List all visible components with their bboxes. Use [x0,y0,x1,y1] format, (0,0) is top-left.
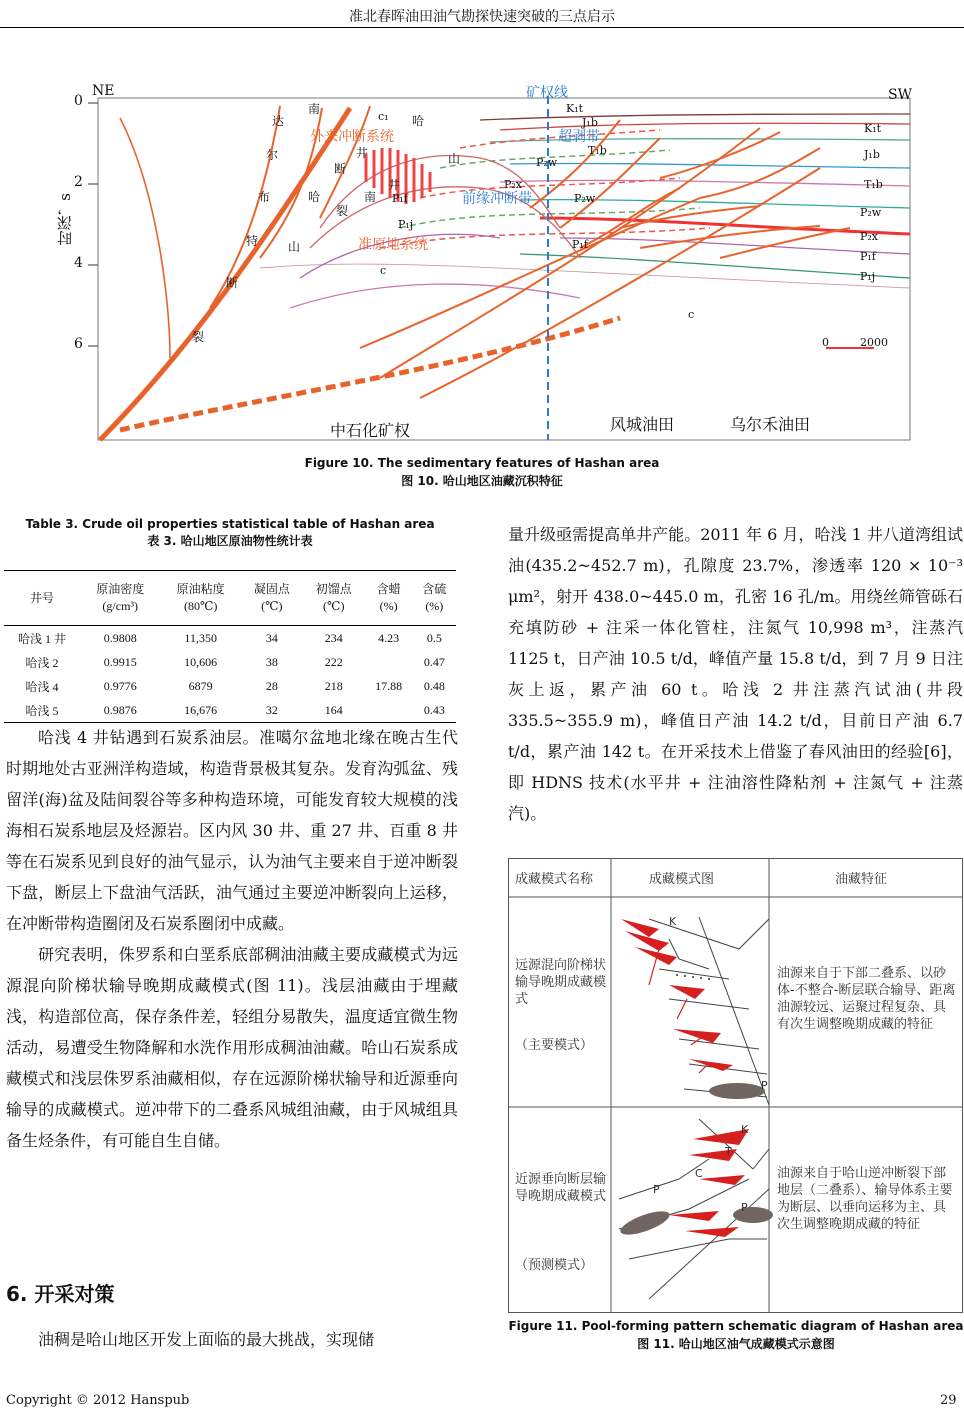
ne-label: NE [92,83,115,99]
j1b-label-b: J₁b [864,148,880,161]
table-header-row [4,571,456,626]
table-3 [4,570,456,723]
p1j-label-b: P₁j [860,270,876,283]
fault-hn-4: 断 [334,162,347,176]
cell: 哈浅 1 井 [17,631,66,646]
cell: 0.48 [423,678,445,693]
k1t-label-b: K₁t [864,122,882,135]
th-wax: 含蜡 (%) [376,582,401,613]
fault-label-3: 布 [258,190,271,204]
paragraph: 研究表明，侏罗系和白垩系底部稠油油藏主要成藏模式为远源混向阶梯状输导晚期成藏模式(图 11)。浅层油藏由于埋藏浅，构造部位高，保存条件差，轻组分易散失，温度适宜微生物活动，易遭受生物降解和水洗作用形成稠油油藏。哈山石炭系成藏模式和浅层侏罗系油藏相似，存在远源阶梯状输导和近源垂向输导的成藏模式。逆冲带下的二叠系风城组油藏，由于风城组具备生烃条件，有可能自生自储。 [6,945,458,1150]
f11-col-name: 成藏模式名称 [515,872,594,887]
p2w-label-c: P₂w [860,206,882,219]
left-column-tail [6,1324,458,1355]
scale-2000: 2000 [860,336,888,349]
fault-hn-2: 山 [448,152,461,166]
table-3-caption-en: Table 3. Crude oil properties statistical table of Hashan area [25,517,435,531]
fault-hs-5: 南 [308,102,321,116]
fault-hn-1: 哈 [412,114,425,128]
fault-label-6: 裂 [192,330,205,344]
table-row [4,650,456,674]
f11-row2-p1: P [653,1183,660,1196]
cell: 6879 [188,678,213,693]
table-row [4,626,456,651]
p1f-label-c: P₁f [860,250,876,263]
y-tick-6: 6 [74,336,83,352]
cell: 164 [324,702,343,717]
cell: 0.43 [423,702,445,717]
t1b-label-a: T₁b [588,144,607,157]
sw-label: SW [888,87,912,103]
cell: 32 [265,702,278,717]
p1j-label-a: P₁j [398,218,414,231]
f11-col-feature: 油藏特征 [835,872,888,887]
fault-hs-3: 井 [356,146,369,160]
c-label-b: c [688,308,695,321]
fault-hs-4: 井 [388,178,401,192]
figure-11-table [508,858,963,1313]
f11-row2-note: （预测模式） [515,1258,594,1273]
th-viscosity: 原油粘度 (80℃) [176,582,225,613]
figure-11-caption-cn: 图 11. 哈山地区油气成藏模式示意图 [637,1337,835,1351]
cell: 哈浅 5 [25,703,59,718]
cell: 0.5 [426,630,442,645]
fault-label-2: 尔 [266,148,279,162]
section-title: 6. 开采对策 [6,1282,115,1306]
cell: 0.47 [423,654,445,669]
y-tick-0: 0 [74,93,83,109]
y-tick-4: 4 [74,255,83,271]
f11-row2-name: 近源垂向断层输导晚期成藏模式 [515,1172,607,1204]
c1-label: c₁ [378,110,389,123]
label-wuerhe: 乌尔禾油田 [730,415,811,434]
label-fengcheng: 风城油田 [610,415,675,434]
cell: 28 [265,678,278,693]
fault-hn-5: 裂 [336,204,349,218]
f11-row1-k: K [669,915,677,928]
cell: 0.9876 [103,702,137,717]
cell: 10,606 [184,654,218,669]
f11-row1-feature: 油源来自于下部二叠系、以砂体-不整合-断层联合输导、距离油源较远、运聚过程复杂、具有次生调整晚期成藏的特征 [777,966,956,1032]
th-density: 原油密度 (g/cm³) [96,582,145,613]
fault-label-4: 特 [246,234,259,248]
scale-0: 0 [822,336,829,349]
label-zsh-rights: 中石化矿权 [330,421,411,440]
cell: 17.88 [375,678,403,693]
cell: 38 [265,654,278,669]
table-row [4,698,456,723]
th-initial-boil: 初馏点 (℃) [315,582,352,613]
th-sulfur: 含硫 (%) [422,582,447,613]
f11-row2-c: C [695,1167,703,1180]
running-header: 准北春晖油田油气勘探快速突破的三点启示 [349,9,615,25]
f11-row1-note: （主要模式） [515,1038,594,1053]
figure-11-caption-en: Figure 11. Pool-forming pattern schematic diagram of Hashan area [508,1319,964,1333]
fault-label-1: 达 [272,114,285,128]
f11-row2-k: K [741,1123,749,1136]
cell: 11,350 [184,630,217,645]
p1f-label-a: P₁f [392,192,408,205]
cell: 0.9808 [103,630,137,645]
paragraph: 油稠是哈山地区开发上面临的最大挑战，实现储 [38,1330,375,1349]
table-3-caption-cn: 表 3. 哈山地区原油物性统计表 [147,534,313,548]
right-column-text [508,519,963,829]
cell: 16,676 [184,702,218,717]
left-column-text [6,722,458,1156]
cell: 哈浅 2 [25,655,59,670]
cell: 0.9776 [103,678,137,693]
fault-label-5: 断 [226,276,239,290]
f11-row2-t: T [725,1145,732,1158]
peel-zone-label: 超剥带 [558,129,600,145]
cell [365,698,413,723]
header-rule [0,27,964,28]
mining-line-label: 矿权线 [526,85,568,101]
table-row [4,674,456,698]
p2w-label-b: P₂w [574,192,596,205]
f11-row2-feature: 油源来自于哈山逆冲断裂下部地层（二叠系）、输导体系主要为断层、以垂向运移为主、具次生调整晚期成藏的特征 [777,1166,953,1232]
fault-hn-3: 南 [364,190,377,204]
footer-copyright: Copyright © 2012 Hanspub [6,1393,190,1408]
p1f-label-b: P₁f [572,238,588,251]
f11-col-diagram: 成藏模式图 [649,872,715,887]
figure-10-caption-cn: 图 10. 哈山地区油藏沉积特征 [401,474,563,488]
paragraph: 量升级亟需提高单井产能。2011 年 6 月，哈浅 1 井八道湾组试油(435.2~452.7 m)，孔隙度 23.7%，渗透率 120 × 10⁻³ μm²，射开 438.0~445.0 m，孔密 16 孔/m。用绕丝筛管砾石充填防砂 + 注采一体化管柱，注氮气 10,998 m³，注蒸汽 1125 t，日产油 10.5 t/d，峰值产量 15.8 t/d，到 7 月 9 日注灰上返，累产油 60 t。哈浅 2 井注蒸汽试油(井段 335.5~355.9 m)，峰值日产油 14.2 t/d，目前日产油 6.7 t/d，累产油 142 t。在开采技术上借鉴了春风油田的经验[6]，即 HDNS 技术(水平井 + 注油溶性降粘剂 + 注氮气 + 注蒸汽)。 [508,525,963,823]
fault-hs-1: 哈 [308,190,321,204]
figure-10-caption-en: Figure 10. The sedimentary features of Hashan area [304,456,660,470]
cell: 34 [265,630,278,645]
j1b-label-a: J₁b [582,116,598,129]
autochthonous-label: 准原地系统 [358,237,428,253]
f11-row1-p: P [761,1079,768,1092]
cell: 222 [324,654,343,669]
th-well: 井号 [29,590,54,605]
cell: 0.9915 [103,654,137,669]
paragraph: 哈浅 4 井钻遇到石炭系油层。准噶尔盆地北缘在晚古生代时期地处古亚洲洋构造域，构造背景极其复杂。发育沟弧盆、残留洋(海)盆及陆间裂谷等多种构造环境，可能发育较大规模的浅海相石炭系地层及烃源岩。区内风 30 井、重 27 井、百重 8 井等在石炭系见到良好的油气显示，认为油气主要来自于逆冲断裂下盘，断层上下盘油气活跃，油气通过主要逆冲断裂向上运移，在冲断带构造圈闭及石炭系圈闭中成藏。 [6,728,458,933]
cell [365,650,413,674]
c-label-a: c [380,264,387,277]
f11-row2-p2: P [741,1201,748,1214]
cell: 4.23 [378,630,400,645]
p2x-label-b: P₂x [860,230,879,243]
axis-title-time-depth: 时深，s [56,193,74,246]
page-number: 29 [940,1393,957,1408]
cell: 234 [324,630,343,645]
f11-row1-name: 远源混向阶梯状输导晚期成藏模式 [515,958,607,1007]
p2x-label-a: P₂x [504,178,523,191]
cell: 218 [324,678,343,693]
y-tick-2: 2 [74,174,83,190]
fault-hs-2: 山 [288,240,301,254]
th-freeze: 凝固点 (℃) [253,582,290,613]
frontal-thrust-label: 前缘冲断带 [462,191,532,207]
t1b-label-b: T₁b [864,178,883,191]
cell: 哈浅 4 [25,679,59,694]
p2w-label-a: P₂w [536,156,558,169]
external-thrust-label: 外来冲断系统 [310,129,394,145]
figure-10-cross-section [56,78,920,450]
k1t-label-a: K₁t [566,102,584,115]
